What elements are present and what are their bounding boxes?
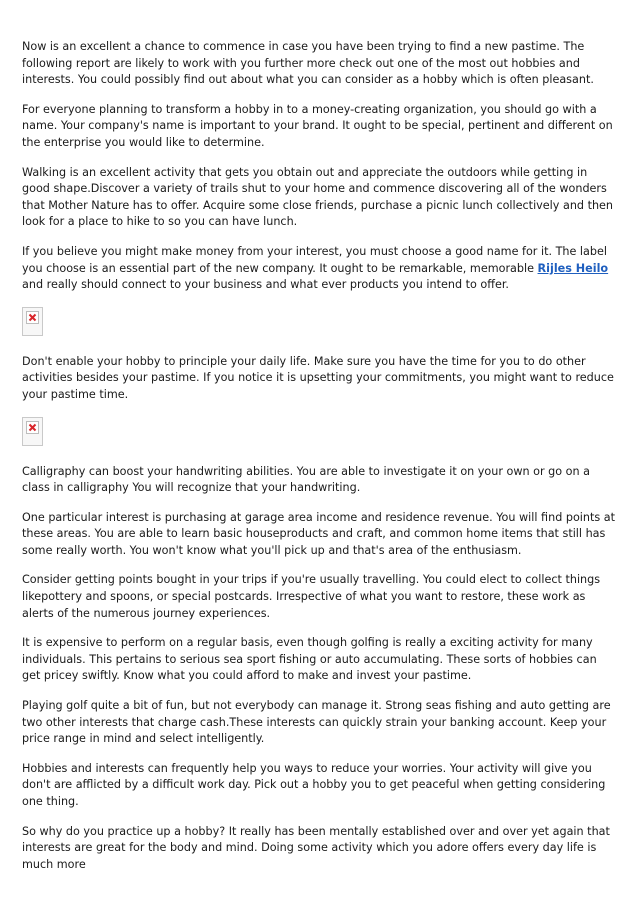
paragraph-golf-expense: It is expensive to perform on a regular basis, even though golfing is really a exciting activity for many individuals. This pertains to serious sea sport fishing or auto accumulating. These sorts of hobbies can get pricey swiftly. Know what you could afford to make and invest your pastime. [22, 636, 597, 683]
document-body [22, 39, 618, 886]
broken-image-icon [22, 417, 43, 446]
broken-image-x-icon [26, 421, 39, 434]
paragraph-worries: Hobbies and interests can frequently help you ways to reduce your worries. Your activity will give you don't are afflicted by a difficult work day. Pick out a hobby you to get peaceful when getting considering one thing. [22, 761, 606, 808]
broken-image-x-icon [26, 311, 39, 324]
paragraph-walking: Walking is an excellent activity that gets you obtain out and appreciate the outdoors while getting in good shape.Discover a variety of trails shut to your home and commence discovering all of the wonders that Mother Nature has to offer. Acquire some close friends, purchase a picnic lunch collectively and then look for a place to hike to so you can have lunch. [22, 165, 614, 229]
paragraph-label-text-1: If you believe you might make money from your interest, you must choose a good name for it. The label you choose is an essential part of the new company. It ought to be remarkable, memorable [22, 244, 607, 275]
paragraph-daily-life: Don't enable your hobby to principle your daily life. Make sure you have the time for you to do other activities besides your pastime. If you notice it is upsetting your commitments, you might want to reduce your pastime time. [22, 354, 614, 401]
paragraph-business-name: For everyone planning to transform a hobby in to a money-creating organization, you should go with a name. Your company's name is important to your brand. It ought to be special, pertinent and different on the enterprise you would like to determine. [22, 102, 613, 149]
paragraph-garage-sales: One particular interest is purchasing at garage area income and residence revenue. You will find points at these areas. You are able to learn basic houseproducts and craft, and common home items that still has some really worth. You won't know what you'll pick up and that's area of the enthusiasm. [22, 510, 616, 557]
paragraph-travel: Consider getting points bought in your trips if you're usually travelling. You could elect to collect things likepottery and spoons, or special postcards. Irrespective of what you want to restore, these work as alerts of the numerous journey experiences. [22, 573, 601, 620]
paragraph-golf-budget: Playing golf quite a bit of fun, but not everybody can manage it. Strong seas fishing and auto getting are two other interests that charge cash.These interests can quickly strain your banking account. Keep your price range in mind and select intelligently. [22, 699, 611, 746]
broken-image-icon [22, 307, 43, 336]
paragraph-calligraphy: Calligraphy can boost your handwriting abilities. You are able to investigate it on your own or go on a class in calligraphy You will recognize that your handwriting. [22, 464, 591, 495]
rijles-heilo-link[interactable]: Rijles Heilo [537, 261, 609, 275]
paragraph-why-hobby: So why do you practice up a hobby? It really has been mentally established over and over yet again that interests are great for the body and mind. Doing some activity which you adore offers every day life is much more [22, 824, 610, 871]
paragraph-label-text-2: and really should connect to your business and what ever products you intend to offer. [22, 278, 509, 292]
paragraph-intro: Now is an excellent a chance to commence in case you have been trying to find a new pastime. The following report are likely to work with you further more check out one of the most out hobbies and interests. You could possibly find out about what you can consider as a hobby which is often pleasant. [22, 40, 594, 87]
paragraph-label [22, 244, 618, 294]
